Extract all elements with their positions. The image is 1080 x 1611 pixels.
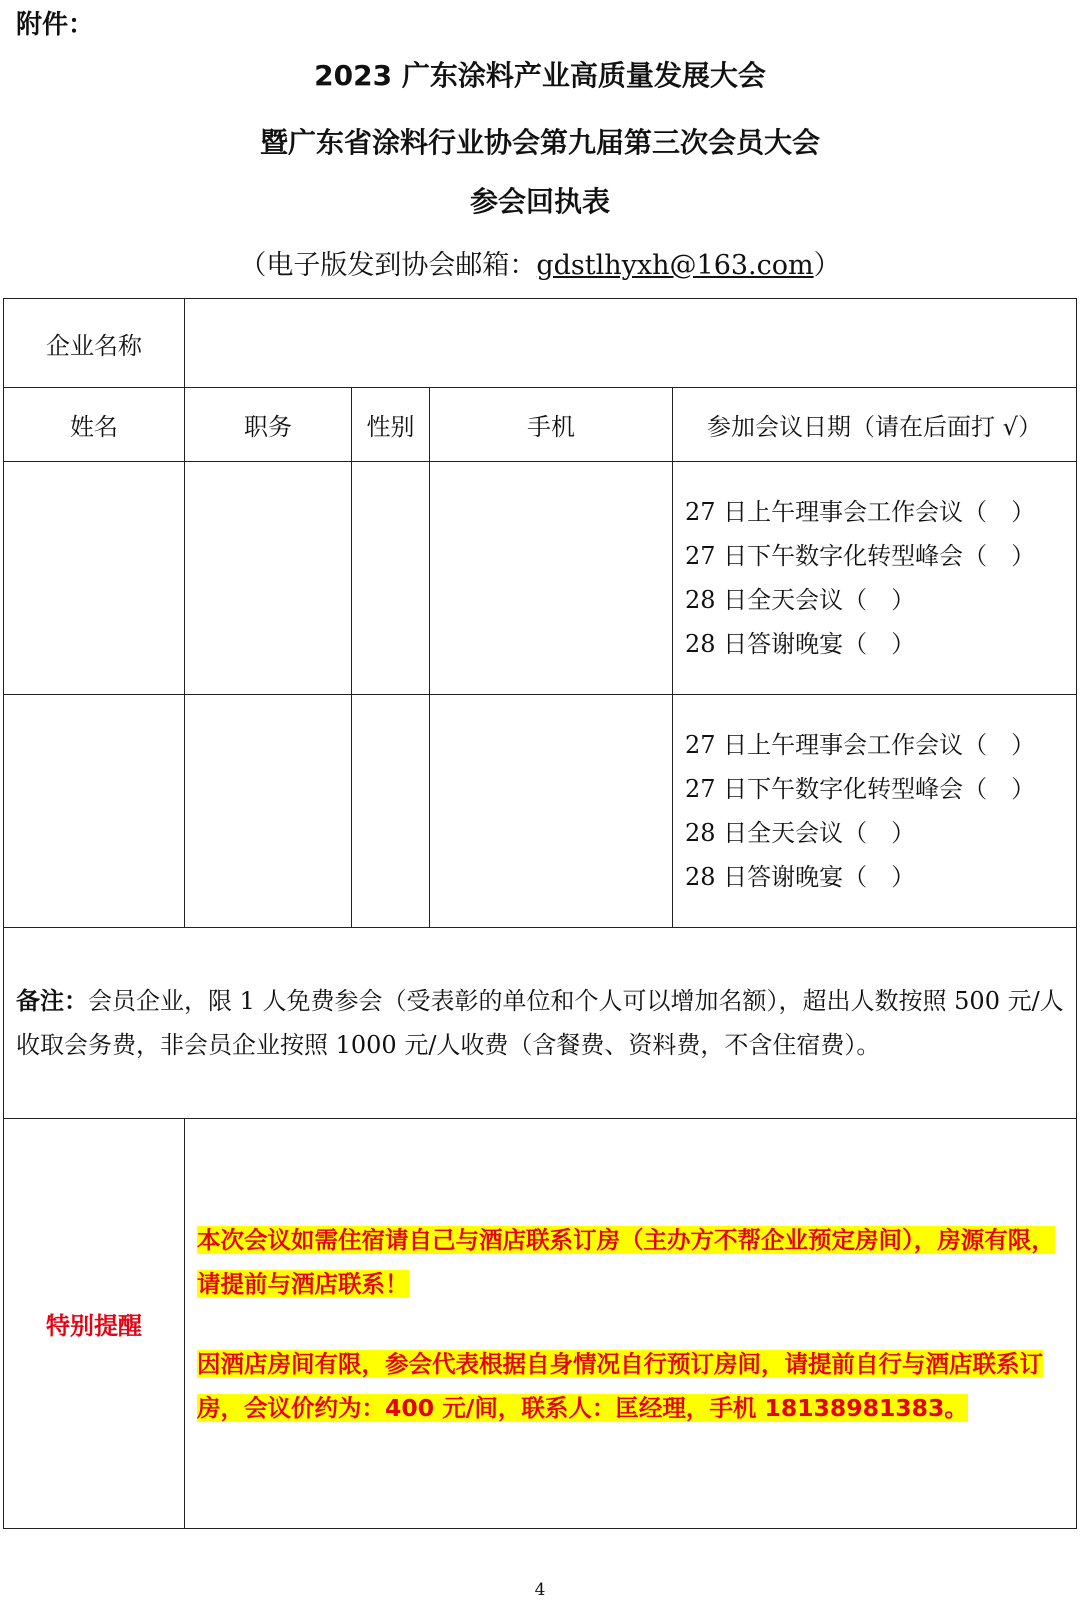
attendee-mobile-field[interactable] — [430, 462, 673, 695]
company-row — [4, 299, 1077, 388]
special-paragraph-1: 本次会议如需住宿请自己与酒店联系订房（主办方不帮企业预定房间），房源有限，请提前与酒店联系！ — [197, 1225, 1055, 1298]
special-row — [4, 1119, 1077, 1529]
attendee-row — [4, 695, 1077, 928]
note-row — [4, 928, 1077, 1119]
title-line-3: 参会回执表 — [469, 185, 610, 218]
option-27-am-council[interactable]: 27 日上午理事会工作会议（ ） — [685, 731, 1036, 759]
col-gender-header: 性别 — [352, 388, 430, 462]
attendee-position-field[interactable] — [185, 695, 352, 928]
note-label: 备注： — [16, 987, 88, 1015]
col-mobile-header: 手机 — [430, 388, 673, 462]
header-row — [4, 388, 1077, 462]
attendance-options — [673, 695, 1077, 928]
special-reminder-text — [197, 1218, 1064, 1430]
subtitle-prefix: （电子版发到协会邮箱： — [239, 250, 537, 281]
attendee-row — [4, 462, 1077, 695]
attendee-mobile-field[interactable] — [430, 695, 673, 928]
note-text: 会员企业，限 1 人免费参会（受表彰的单位和个人可以增加名额），超出人数按照 500 元/人收取会务费，非会员企业按照 1000 元/人收费（含餐费、资料费，不含住宿费）。 — [16, 987, 1064, 1059]
attendee-name-field[interactable] — [4, 462, 185, 695]
attendee-gender-field[interactable] — [352, 462, 430, 695]
note-cell — [4, 928, 1077, 1119]
special-reminder-cell — [185, 1119, 1077, 1529]
option-27-pm-summit[interactable]: 27 日下午数字化转型峰会（ ） — [685, 542, 1036, 570]
title-line-2: 暨广东省涂料行业协会第九届第三次会员大会 — [259, 126, 820, 159]
attendee-gender-field[interactable] — [352, 695, 430, 928]
option-27-pm-summit[interactable]: 27 日下午数字化转型峰会（ ） — [685, 775, 1036, 803]
company-name-field[interactable] — [185, 299, 1077, 388]
subtitle — [0, 243, 1080, 282]
special-reminder-label: 特别提醒 — [4, 1119, 185, 1529]
col-position-header: 职务 — [185, 388, 352, 462]
special-paragraph-2: 因酒店房间有限，参会代表根据自身情况自行预订房间，请提前自行与酒店联系订房，会议价约为：400 元/间，联系人：匡经理，手机 18138981383。 — [197, 1349, 1043, 1422]
col-date-header: 参加会议日期（请在后面打 √） — [673, 388, 1077, 462]
attachment-label: 附件： — [16, 10, 95, 40]
col-name-header: 姓名 — [4, 388, 185, 462]
option-27-am-council[interactable]: 27 日上午理事会工作会议（ ） — [685, 498, 1036, 526]
company-label: 企业名称 — [4, 299, 185, 388]
email-link[interactable]: gdstlhyxh@163.com — [536, 250, 814, 281]
option-28-banquet[interactable]: 28 日答谢晚宴（ ） — [685, 630, 916, 658]
option-28-full-day[interactable]: 28 日全天会议（ ） — [685, 819, 916, 847]
subtitle-suffix: ） — [813, 250, 841, 281]
attendee-name-field[interactable] — [4, 695, 185, 928]
option-28-banquet[interactable]: 28 日答谢晚宴（ ） — [685, 863, 916, 891]
option-28-full-day[interactable]: 28 日全天会议（ ） — [685, 586, 916, 614]
attendance-options — [673, 462, 1077, 695]
registration-form-table — [3, 298, 1077, 1529]
attendee-position-field[interactable] — [185, 462, 352, 695]
page-number: 4 — [534, 1580, 546, 1600]
title-line-1: 2023 广东涂料产业高质量发展大会 — [314, 59, 766, 92]
